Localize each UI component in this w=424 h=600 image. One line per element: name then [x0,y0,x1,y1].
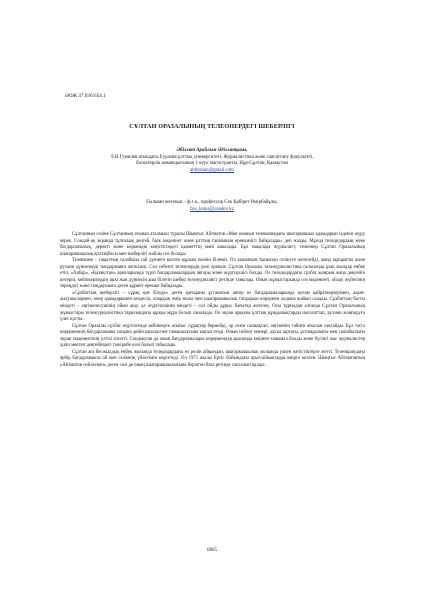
body-paragraph: Сұлтан аға бесжылдық еңбек жолында теледидардағы өз рөлін айқындап, шығармашылық жолында үлкен жетістіктерге жетті. Телеэкрандағы әрбір бағдарламасы ой мен сезімнің үйлесімін көрсетеді. Ол 1971 жылы Ертіс бойындағы ауыл-аймақтарда өмірге келген. Шыңғыс Айтматовтың «Айтматов сөйлескен» деген сөзі де оның шығармашылығына берілген баға ретінде сақталып қалды. [60,349,365,368]
advisor-block [70,200,354,213]
article-body [60,232,365,369]
article-title: СҰЛТАН ОРАЗАЛЫНЫҢ ТЕЛЕОНЕРДЕГІ ШЕБЕРЛІГІ [129,123,295,130]
page-number: 6865 [207,548,217,553]
body-paragraph: Телевизия – уақыттың талабына сай дүниеге келген құралы екенін білеміз. Ол заманның тынысын сезінуге жетелейді, жаңа ақпаратты және рухани дүниелерді тыңдарманға жеткізеді. Сол себепті телеонердің рөлі ерекше. Сұлтан Оразалы тележурналистика саласында ұзақ жылдар еңбек етіп, «Хабар», «Қазақстан» арналарында түрлі бағдарламалардың авторы және жүргізушісі болды. Ол теледидардағы сұхбат жанрын жаңа деңгейге көтеріп, кейіпкерлердің ішкі жан дүниесін аша білетін шебер тележурналист ретінде танылды. Оның жұмыстарында сөз мәдениеті, ойлау жүйесінің тереңдігі және тыңдаушыға деген құрмет ерекше байқалады. [60,258,365,290]
advisor-email-link[interactable]: bas_kalus@yandex.kz [190,206,234,212]
author-email-link[interactable]: abileshan@gmail.com [190,168,234,174]
author-block [70,148,354,175]
author-affiliation-2: баспагерлік мамандығының 1-курс магистранты, Нұр-Сұлтан, Қазақстан [135,161,289,167]
udc-code: ӘОЖ 37.036:654.1 [65,93,106,99]
body-paragraph: «Сұхбаттың шеберлігі – сұрақ қоя білуде» деген қағиданы ұстанатын автор өз бағдарламаларында қоғам қайраткерлерімен, ақын-жазушылармен, өнер адамдарымен кездесіп, олардың өмір жолы мен шығармашылық тағдырын көрермен алдына жайып салады. Сұхбаттың басты міндеті – әңгімелесушінің ойын ашу, ал жүргізушінің міндеті – сол ойды дұрыс бағытқа жетелеу. Осы тұрғыдан алғанда Сұлтан Оразалының жұмыстары тележурналистика тарихындағы құнды мұра болып саналады. Ол экран арқылы ұлттық құндылықтарды насихаттап, рухани жаңғыруға үлес қосты. [60,290,365,323]
body-paragraph: Сұлтанның сөзіне Сұлтанның атынан аталмыш туралы Шыңғыс Айтматов «Мен аламын телевизиядағы шығармашыл адамдарын ізденіп жүру керек. Сондай-ақ экранда тұлғалық деңгей, биік мәдениет және ұлттық танымның ерекшелігі байқалады» деп жазды. Мұнда теледидардың жеке бағдарламалық, деректі және көркемдік кеңістігіндегі қызметтің мәні ашылады. Бұл мақалада журналист, телеонер Сұлтан Оразалының шығармашылық қолтаңбасы мен шеберлігі жайлы сөз болады. [60,232,365,257]
body-paragraph: Сұлтан Оразалы сұхбат жүргізгенде кейіпкерге асығыс сұрақтар бермейді, әр сөзін салмақтап, әңгіменің табиғи ағысын сақтайды. Бұл тәсіл көрерменнің бағдарламаны соңына дейін ықыласпен тамашалауына ықпал етеді. Оның сөйлеу мәнері, дауыс ырғағы, ұстамдылығы мен сыпайылығы экран мәдениетінің үлгісі іспетті. Сондықтан да оның бағдарламалары көрермендер арасында кеңінен танымал болды және бүгінгі жас журналистер үшін мектеп деңгейіндегі тәжірибе көзі болып табылады. [60,323,365,349]
advisor-line: Ғылыми жетекші – ф.ғ.к., профессор Сек Қабірет Өмірбайұлы, [146,200,278,205]
author-name: Әбілхат Арайлым Әділханқызы, [176,148,248,153]
author-affiliation-1: Л.Н.Гумилев атындағы Еуразия ұлттық университеті, Журналистика және саясаттану факультеті, [110,154,314,160]
